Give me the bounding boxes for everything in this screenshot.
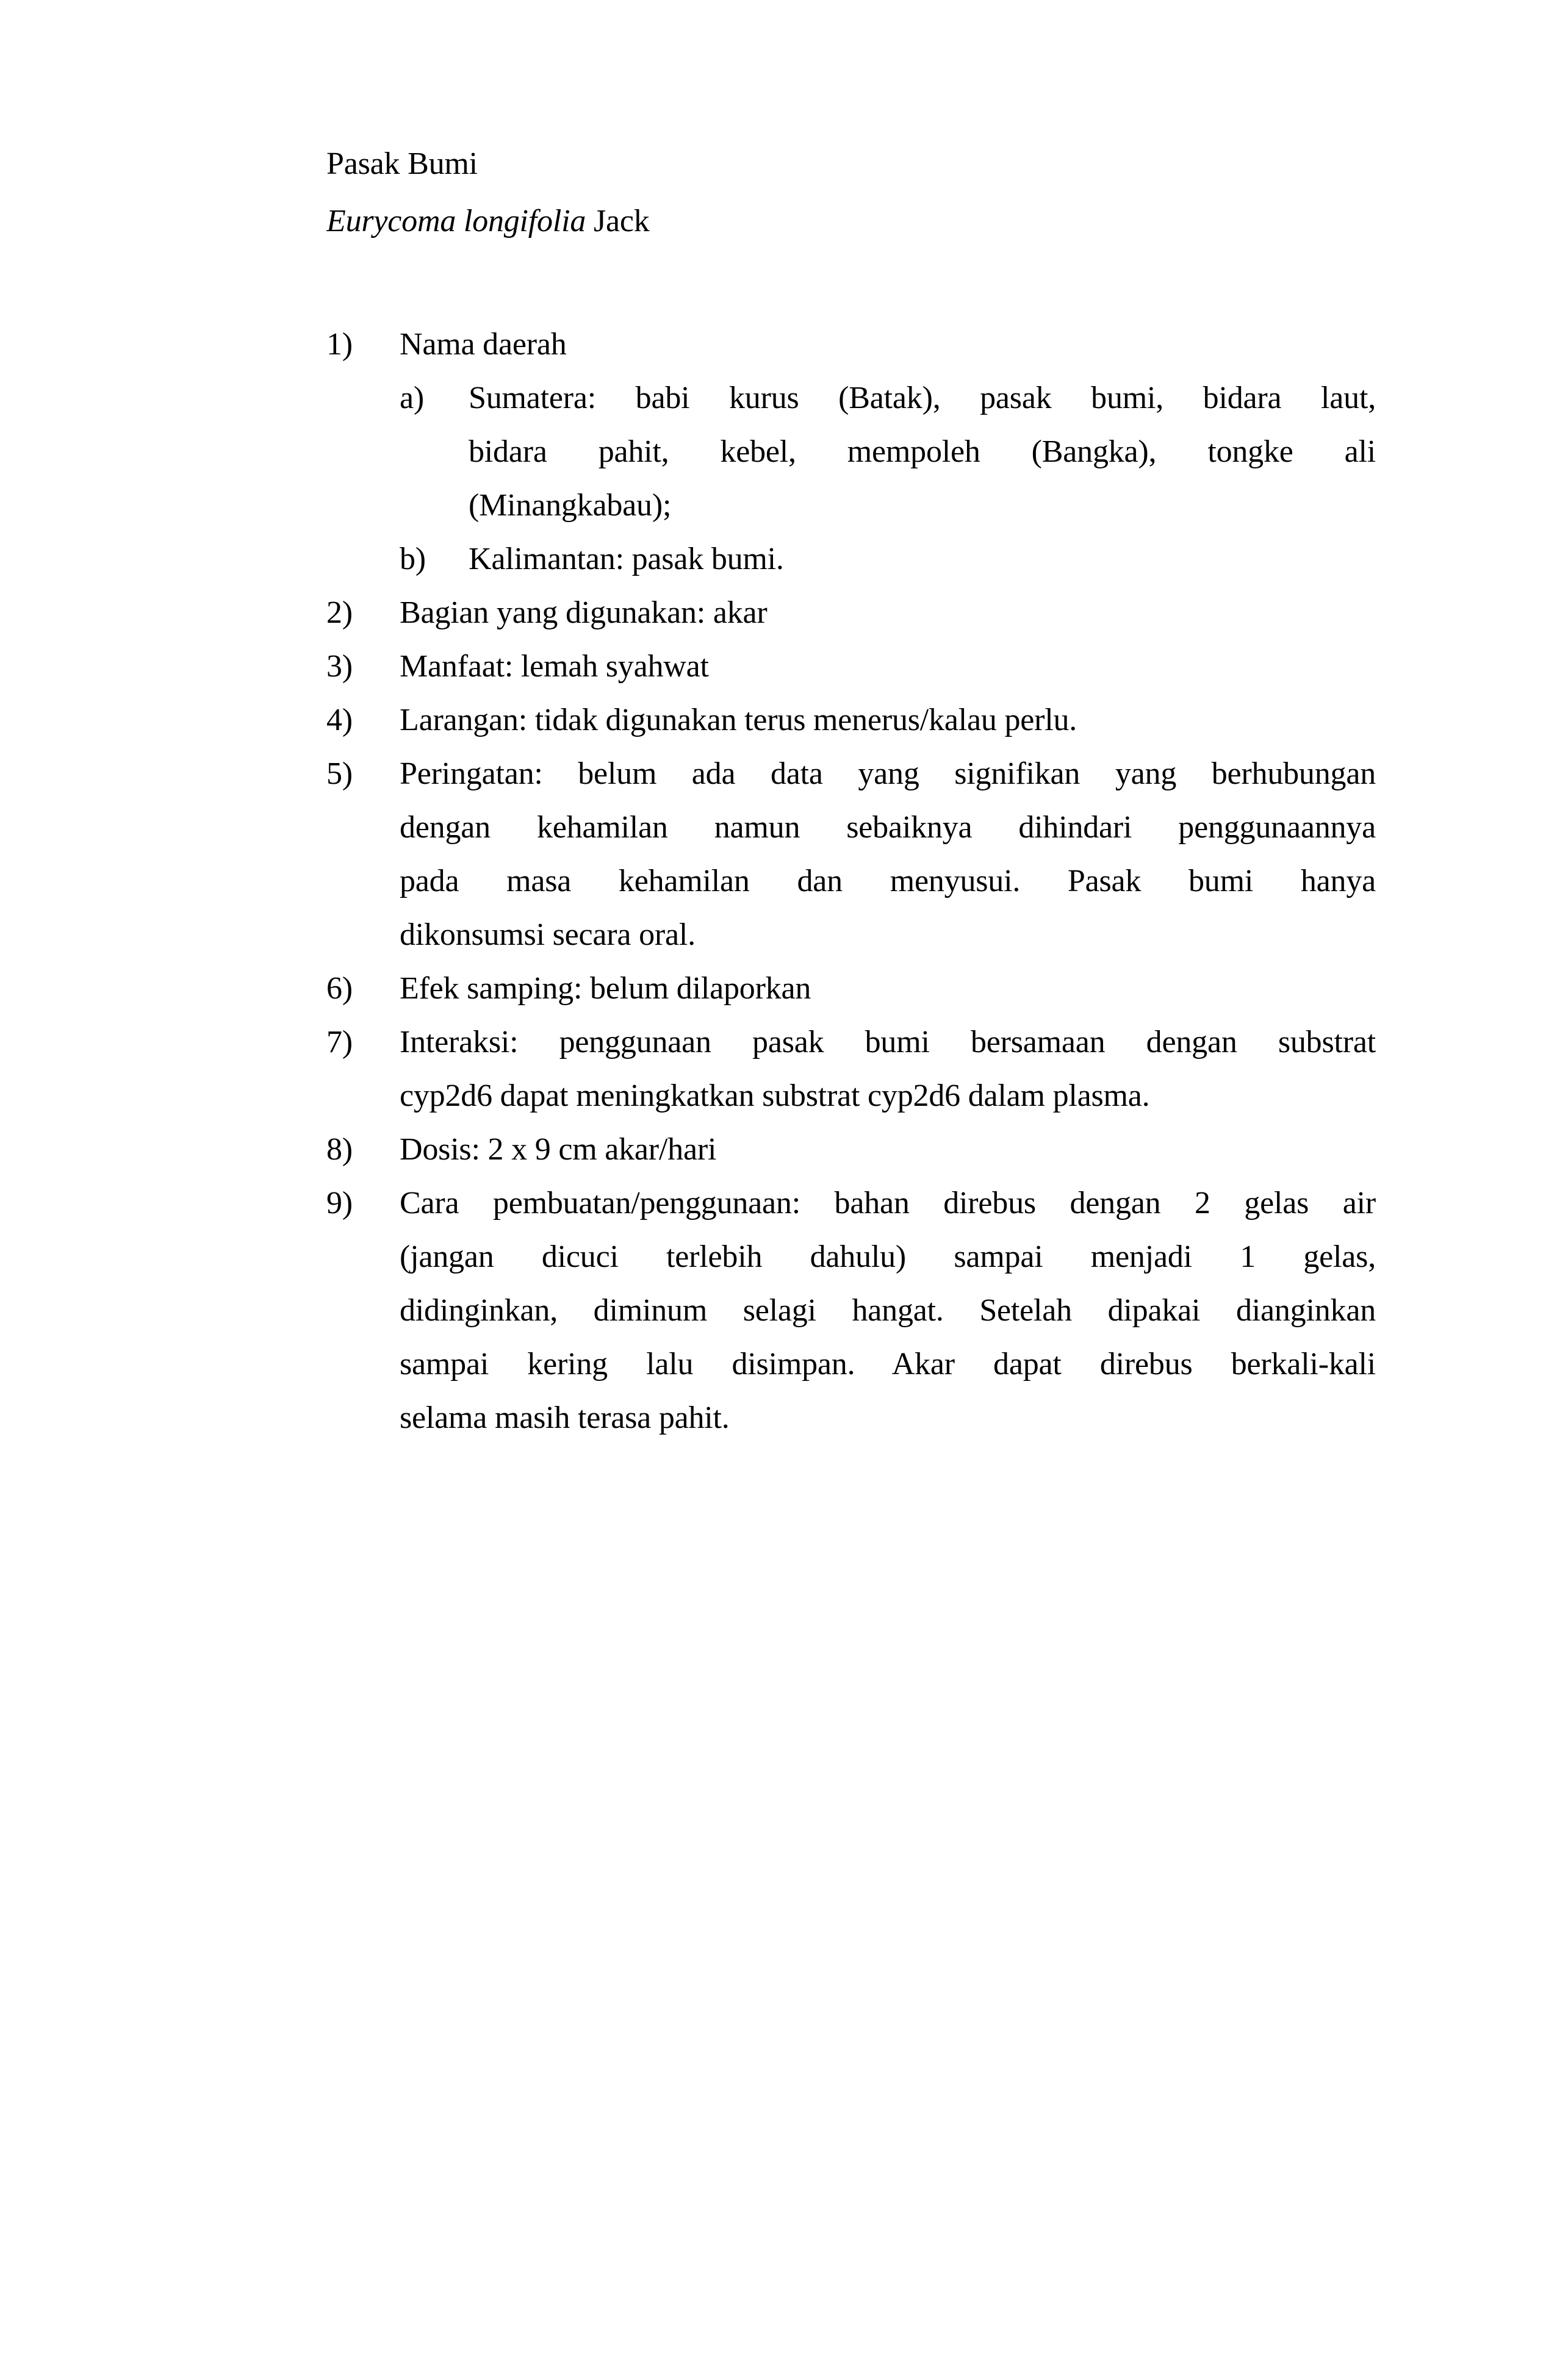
- list-item-line: dengan kehamilan namun sebaiknya dihindari penggunaannya: [400, 810, 1376, 845]
- list-item-line: Bagian yang digunakan: akar: [400, 595, 768, 630]
- list-item-line: dikonsumsi secara oral.: [400, 917, 696, 952]
- list-item-content: [469, 532, 1376, 586]
- list-item-content: [400, 586, 1376, 640]
- list-item-content: [400, 640, 1376, 694]
- list-item-marker: a): [400, 381, 424, 415]
- list-item-line: selama masih terasa pahit.: [400, 1400, 730, 1435]
- list-item-line: Cara pembuatan/penggunaan: bahan direbus dengan 2 gelas air: [400, 1186, 1376, 1220]
- list-item-line: (jangan dicuci terlebih dahulu) sampai menjadi 1 gelas,: [400, 1239, 1376, 1274]
- list-item-marker: b): [400, 542, 426, 576]
- list-item: [326, 586, 1376, 640]
- list-item-content: [469, 371, 1376, 532]
- list-item-line: Larangan: tidak digunakan terus menerus/kalau perlu.: [400, 703, 1077, 737]
- plant-latin-name: [326, 193, 1376, 250]
- list-item-line: pada masa kehamilan dan menyusui. Pasak bumi hanya: [400, 864, 1376, 898]
- list-item: [326, 747, 1376, 962]
- document-header: [326, 135, 1376, 250]
- list-item-content: [400, 962, 1376, 1016]
- plant-common-name: Pasak Bumi: [326, 146, 478, 181]
- list-item: [326, 1016, 1376, 1123]
- list-item: [326, 1123, 1376, 1177]
- list-item-content: [400, 318, 1376, 586]
- latin-name-italic: Eurycoma longifolia: [326, 204, 586, 238]
- list-item-line: Dosis: 2 x 9 cm akar/hari: [400, 1132, 717, 1167]
- latin-name-author: Jack: [586, 204, 650, 238]
- list-item: [326, 962, 1376, 1016]
- numbered-list: [326, 318, 1376, 1445]
- list-item-line: Nama daerah: [400, 327, 567, 362]
- list-item-marker: 2): [326, 595, 353, 630]
- list-item: [326, 640, 1376, 694]
- list-item: [326, 318, 1376, 586]
- list-item-content: [400, 747, 1376, 962]
- list-item-line: Interaksi: penggunaan pasak bumi bersamaan dengan substrat: [400, 1025, 1376, 1059]
- list-item-content: [400, 694, 1376, 747]
- sub-list-item: [400, 371, 1376, 532]
- list-item-line: Manfaat: lemah syahwat: [400, 649, 709, 684]
- list-item-line: sampai kering lalu disimpan. Akar dapat direbus berkali-kali: [400, 1347, 1376, 1382]
- list-item-marker: 5): [326, 756, 353, 791]
- list-item-content: [400, 1016, 1376, 1123]
- list-item-line: Sumatera: babi kurus (Batak), pasak bumi, bidara laut,: [469, 381, 1376, 415]
- list-item-line: bidara pahit, kebel, mempoleh (Bangka), tongke ali: [469, 434, 1376, 469]
- list-item-line: didinginkan, diminum selagi hangat. Setelah dipakai dianginkan: [400, 1293, 1376, 1328]
- list-item-marker: 7): [326, 1025, 353, 1059]
- list-item-marker: 4): [326, 703, 353, 737]
- list-item-line: Efek samping: belum dilaporkan: [400, 971, 811, 1006]
- list-item-marker: 6): [326, 971, 353, 1006]
- list-item-line: Peringatan: belum ada data yang signifikan yang berhubungan: [400, 756, 1376, 791]
- list-item-marker: 1): [326, 327, 353, 362]
- list-item-line: (Minangkabau);: [469, 488, 672, 523]
- list-item-marker: 8): [326, 1132, 353, 1167]
- list-item-line: cyp2d6 dapat meningkatkan substrat cyp2d6 dalam plasma.: [400, 1078, 1150, 1113]
- list-item-marker: 9): [326, 1186, 353, 1220]
- sub-list-item: [400, 532, 1376, 586]
- list-item-marker: 3): [326, 649, 353, 684]
- list-item: [326, 694, 1376, 747]
- list-item-line: Kalimantan: pasak bumi.: [469, 542, 784, 576]
- list-item: [326, 1177, 1376, 1445]
- list-item-content: [400, 1177, 1376, 1445]
- list-item-content: [400, 1123, 1376, 1177]
